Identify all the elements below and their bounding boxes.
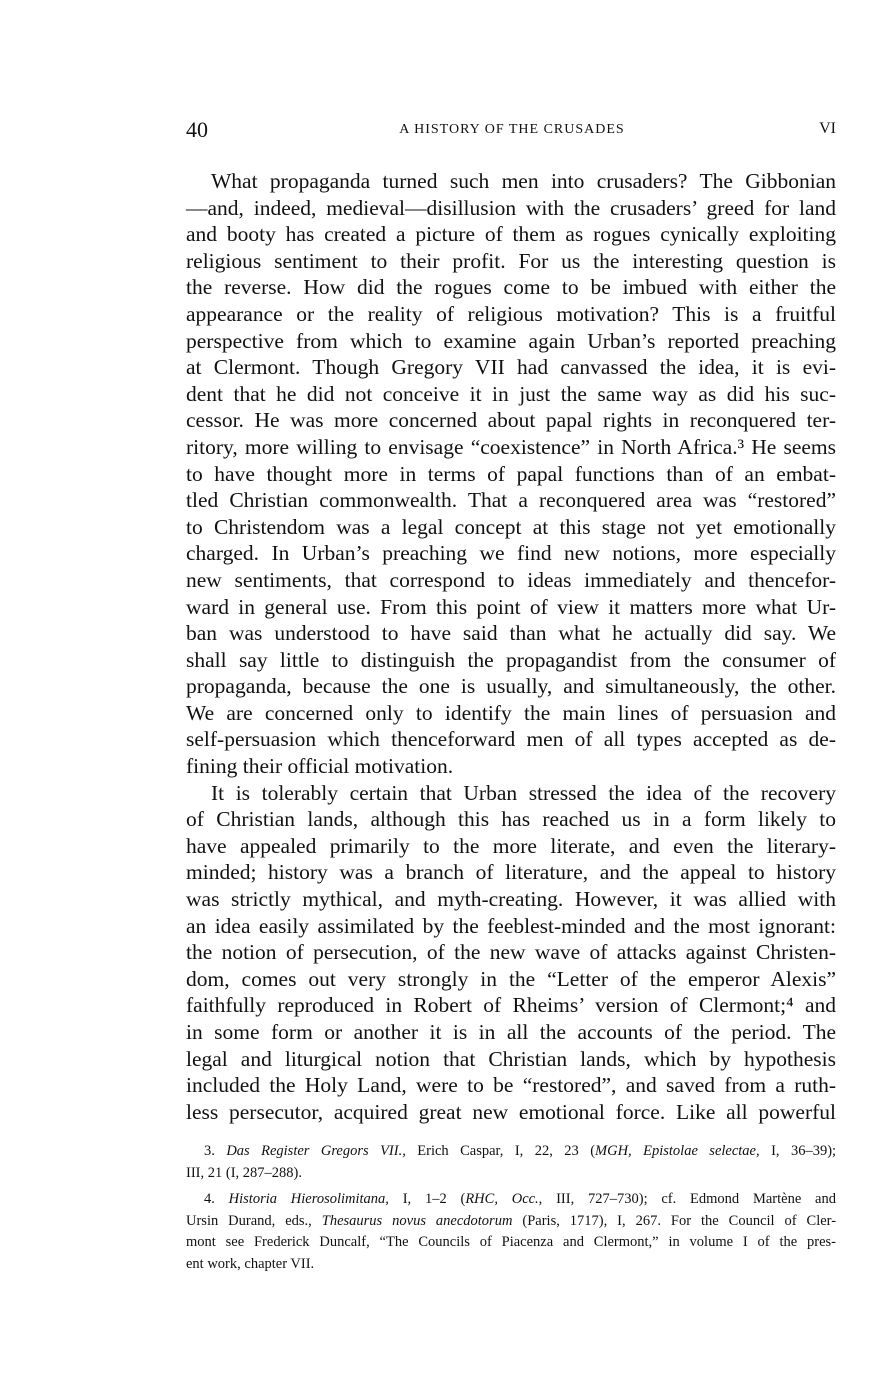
text-line: faithfully reproduced in Robert of Rheims’ version of Clermont;⁴ and <box>186 993 836 1018</box>
footnote-ref-title: MGH, Epistolae selectae, <box>595 1143 760 1159</box>
text-line: It is tolerably certain that Urban stressed the idea of the recovery <box>211 780 836 805</box>
text-line: less persecutor, acquired great new emotional force. Like all powerful <box>186 1099 836 1124</box>
footnote-number: 3. <box>204 1143 215 1159</box>
footnote-3 <box>186 1141 836 1184</box>
text-line: tled Christian commonwealth. That a reconquered area was “restored” <box>186 488 836 513</box>
text-line: appearance or the reality of religious motivation? This is a fruitful <box>186 301 836 326</box>
text-line: perspective from which to examine again Urban’s reported preaching <box>186 328 836 353</box>
running-title: A HISTORY OF THE CRUSADES <box>399 122 625 137</box>
text-line: legal and liturgical notion that Christian lands, which by hypothesis <box>186 1046 836 1071</box>
text-line: the reverse. How did the rogues come to be imbued with either the <box>186 275 836 300</box>
text-line: included the Holy Land, were to be “restored”, and saved from a ruth- <box>186 1073 836 1098</box>
text-line: to Christendom was a legal concept at this stage not yet emotionally <box>186 514 836 539</box>
text-line: propaganda, because the one is usually, and simultaneously, the other. <box>186 674 836 699</box>
footnote-4 <box>186 1189 836 1275</box>
text-line: new sentiments, that correspond to ideas immediately and thencefor- <box>186 567 836 592</box>
text-line: an idea easily assimilated by the feeblest-minded and the most ignorant: <box>186 913 836 938</box>
text-line: self-persuasion which thenceforward men of all types accepted as de- <box>186 727 836 752</box>
footnote-ref-title: RHC, Occ., <box>465 1191 543 1207</box>
footnote-line: 3. Das Register Gregors VII., Erich Caspar, I, 22, 23 (MGH, Epistolae selectae, I, 36–39); <box>204 1143 837 1159</box>
text-line: have appealed primarily to the more literate, and even the literary- <box>186 833 836 858</box>
footnote-line: ent work, chapter VII. <box>186 1255 315 1272</box>
footnote-line: 4. Historia Hierosolimitana, I, 1–2 (RHC, Occ., III, 727–730); cf. Edmond Martène and <box>204 1191 836 1207</box>
footnote-line: Ursin Durand, eds., Thesaurus novus anecdotorum (Paris, 1717), I, 267. For the Council of Cler- <box>186 1212 837 1229</box>
text-line: and booty has created a picture of them as rogues cynically exploiting <box>186 222 836 247</box>
text-line: fining their official motivation. <box>186 754 454 779</box>
text-line: shall say little to distinguish the propagandist from the consumer of <box>186 647 836 672</box>
footnote-number: 4. <box>204 1191 215 1207</box>
text-line: ritory, more willing to envisage “coexistence” in North Africa.³ He seems <box>186 434 836 459</box>
footnote-line: mont see Frederick Duncalf, “The Councils of Piacenza and Clermont,” in volume I of the pres- <box>186 1234 836 1250</box>
text-line: —and, indeed, medieval—disillusion with the crusaders’ greed for land <box>186 195 836 220</box>
text-line: cessor. He was more concerned about papal rights in reconquered ter- <box>186 408 836 433</box>
text-line: in some form or another it is in all the accounts of the period. The <box>186 1020 836 1044</box>
text-line: the notion of persecution, of the new wave of attacks against Christen- <box>186 940 836 965</box>
text-line: religious sentiment to their profit. For us the interesting question is <box>186 248 836 273</box>
paragraph-2 <box>186 780 836 1126</box>
text-line: dent that he did not conceive it in just the same way as did his suc- <box>186 381 836 406</box>
text-line: We are concerned only to identify the main lines of persuasion and <box>186 700 836 725</box>
text-line: was strictly mythical, and myth-creating. However, it was allied with <box>186 887 836 912</box>
page-number: 40 <box>186 117 208 142</box>
text-line: What propaganda turned such men into crusaders? The Gibbonian <box>211 169 836 193</box>
running-header <box>186 117 838 143</box>
text-line: to have thought more in terms of papal functions than of an embat- <box>186 461 836 486</box>
text-line: at Clermont. Though Gregory VII had canvassed the idea, it is evi- <box>186 355 836 380</box>
text-line: minded; history was a branch of literature, and the appeal to history <box>186 860 836 885</box>
paragraph-1 <box>186 168 836 780</box>
footnotes <box>186 1141 836 1275</box>
footnote-title: Das Register Gregors VII., <box>226 1143 406 1159</box>
footnote-ref-title: Thesaurus novus anecdotorum <box>321 1212 513 1229</box>
body-text <box>186 168 836 1125</box>
text-line: of Christian lands, although this has reached us in a form likely to <box>186 807 836 832</box>
text-line: charged. In Urban’s preaching we find new notions, more especially <box>186 541 836 566</box>
chapter-number: VI <box>819 120 836 137</box>
footnote-line: III, 21 (I, 287–288). <box>186 1164 302 1181</box>
text-line: dom, comes out very strongly in the “Letter of the emperor Alexis” <box>186 966 836 991</box>
text-line: ban was understood to have said than what he actually did say. We <box>186 621 836 646</box>
text-line: ward in general use. From this point of view it matters more what Ur- <box>186 594 836 619</box>
footnote-title: Historia Hierosolimitana, <box>228 1191 389 1207</box>
